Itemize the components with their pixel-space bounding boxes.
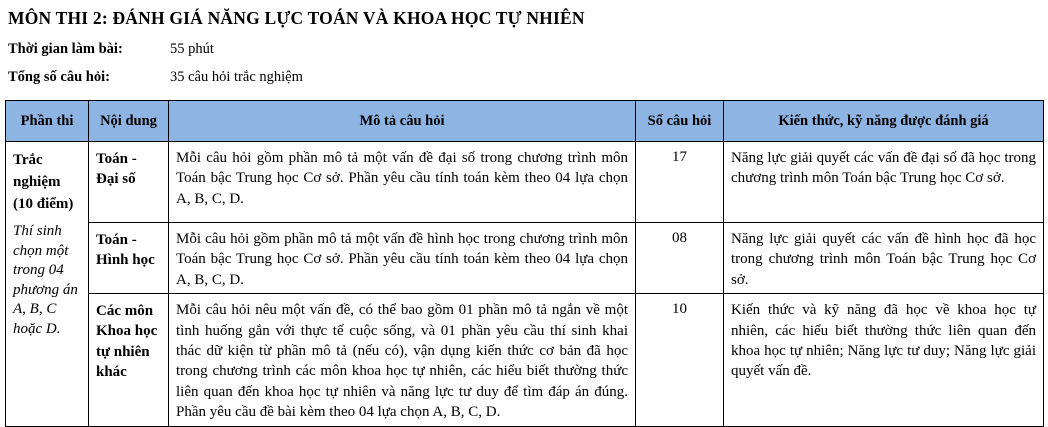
description-cell: Mỗi câu hỏi gồm phần mô tả một vấn đề hình học trong chương trình môn Toán bậc Trung học Cơ sở. Phần yêu cầu tính toán kèm theo 04 lựa chọn A, B, C, D.: [169, 223, 636, 294]
header-mo-ta: Mô tả câu hỏi: [169, 101, 636, 142]
question-count-cell: 10: [636, 294, 724, 426]
info-row-question-count: [8, 68, 1043, 86]
description-cell: Mỗi câu hỏi nêu một vấn đề, có thể bao gồm 01 phần mô tả ngắn về một tình huống gắn với thực tế cuộc sống, và 01 phần yêu cầu thí sinh khai thác dữ kiện từ phần mô tả (nếu có), vận dụng kiến thức cơ bản đã học trong chương trình các môn khoa học tự nhiên, các hiểu biết thường thức liên quan đến khoa học tự nhiên và năng lực tư duy để tìm đáp án đúng. Phần yêu cầu đề bài kèm theo 04 lựa chọn A, B, C, D.: [169, 294, 636, 426]
question-count-cell: 08: [636, 223, 724, 294]
info-row-duration: [8, 40, 1043, 58]
header-so-cau-hoi: Số câu hỏi: [636, 101, 724, 142]
topic-cell: Toán - Hình học: [89, 223, 169, 294]
table-header-row: [6, 101, 1044, 142]
skills-cell: Năng lực giải quyết các vấn đề hình học đã học trong chương trình môn Toán bậc Trung học Cơ sở.: [724, 223, 1044, 294]
page-title: MÔN THI 2: ĐÁNH GIÁ NĂNG LỰC TOÁN VÀ KHOA HỌC TỰ NHIÊN: [8, 8, 585, 28]
header-noi-dung: Nội dung: [89, 101, 169, 142]
description-cell: Mỗi câu hỏi gồm phần mô tả một vấn đề đại số trong chương trình môn Toán bậc Trung học Cơ sở. Phần yêu cầu tính toán kèm theo 04 lựa chọn A, B, C, D.: [169, 142, 636, 223]
header-kien-thuc: Kiến thức, kỹ năng được đánh giá: [724, 101, 1044, 142]
table-row: [6, 142, 1044, 223]
skills-cell: Năng lực giải quyết các vấn đề đại số đã học trong chương trình môn Toán bậc Trung học Cơ sở.: [724, 142, 1044, 223]
table-row: [6, 223, 1044, 294]
table-row: [6, 294, 1044, 426]
header-phan-thi: Phần thi: [6, 101, 89, 142]
exam-structure-table: [5, 100, 1044, 427]
question-count-cell: 17: [636, 142, 724, 223]
duration-label: Thời gian làm bài:: [8, 41, 123, 57]
section-title: Trắc nghiệm (10 điểm): [13, 152, 74, 212]
duration-value: 55 phút: [170, 41, 214, 57]
question-count-label: Tổng số câu hỏi:: [8, 69, 110, 85]
question-count-value: 35 câu hỏi trắc nghiệm: [170, 69, 303, 85]
section-cell: [6, 142, 89, 427]
section-note: Thí sinh chọn một trong 04 phương án A, B, C hoặc D.: [13, 223, 78, 337]
topic-cell: Các môn Khoa học tự nhiên khác: [89, 294, 169, 426]
topic-cell: Toán - Đại số: [89, 142, 169, 223]
skills-cell: Kiến thức và kỹ năng đã học về khoa học tự nhiên, các hiểu biết thường thức liên quan đến khoa học tự nhiên; Năng lực tư duy; Năng lực giải quyết vấn đề.: [724, 294, 1044, 426]
